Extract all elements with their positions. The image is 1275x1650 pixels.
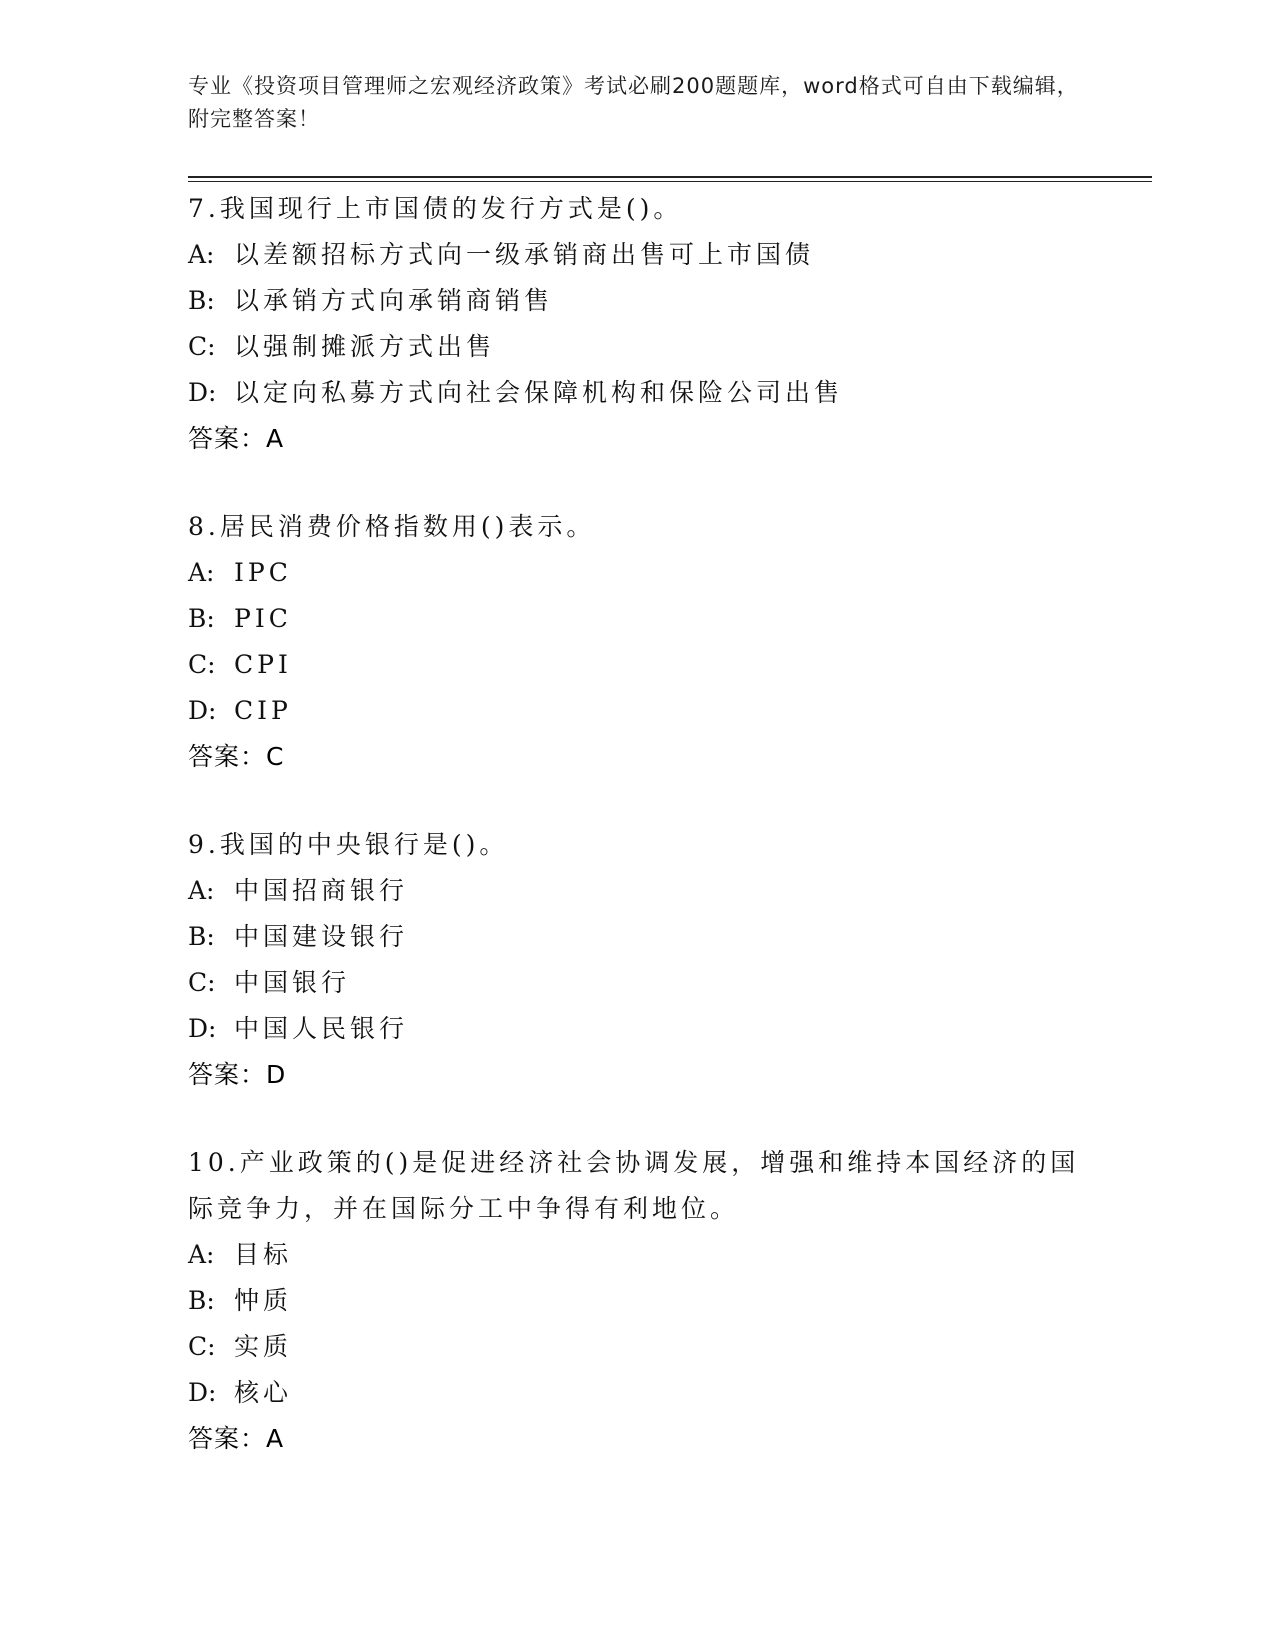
option-a <box>188 232 1088 278</box>
option-text: IPC <box>234 558 292 587</box>
option-text: 实质 <box>234 1332 293 1361</box>
option-c <box>188 324 1088 370</box>
option-a <box>188 868 1088 914</box>
option-text: 以定向私募方式向社会保障机构和保险公司出售 <box>234 378 844 407</box>
option-letter: B: <box>188 1286 215 1315</box>
answer-line: 答案：A <box>188 1424 285 1453</box>
question-stem: 9.我国的中央银行是()。 <box>188 830 509 859</box>
question-9 <box>188 822 1088 1098</box>
option-d <box>188 370 1088 416</box>
option-letter: B: <box>188 286 215 315</box>
option-letter: C: <box>188 1332 216 1361</box>
answer-line: 答案：D <box>188 1060 287 1089</box>
question-stem: 8.居民消费价格指数用()表示。 <box>188 512 596 541</box>
answer-line: 答案：C <box>188 742 285 771</box>
option-text: 以差额招标方式向一级承销商出售可上市国债 <box>234 240 815 269</box>
option-letter: A: <box>188 240 215 269</box>
option-text: CIP <box>234 696 292 725</box>
question-7 <box>188 186 1088 462</box>
option-d <box>188 1006 1088 1052</box>
option-letter: D: <box>188 696 217 725</box>
option-letter: A: <box>188 876 215 905</box>
option-text: 中国招商银行 <box>234 876 409 905</box>
option-letter: C: <box>188 650 216 679</box>
option-a <box>188 550 1088 596</box>
option-c <box>188 960 1088 1006</box>
option-c <box>188 1324 1088 1370</box>
option-a <box>188 1232 1088 1278</box>
option-text: 忡质 <box>234 1286 293 1315</box>
option-text: 以强制摊派方式出售 <box>234 332 496 361</box>
question-8 <box>188 504 1088 780</box>
option-b <box>188 278 1088 324</box>
answer-line: 答案：A <box>188 424 285 453</box>
header-divider <box>188 176 1152 178</box>
option-d <box>188 1370 1088 1416</box>
option-b <box>188 914 1088 960</box>
option-letter: C: <box>188 332 216 361</box>
option-letter: D: <box>188 378 217 407</box>
option-letter: D: <box>188 1014 217 1043</box>
option-b <box>188 1278 1088 1324</box>
option-b <box>188 596 1088 642</box>
option-text: 以承销方式向承销商销售 <box>234 286 554 315</box>
option-c <box>188 642 1088 688</box>
option-letter: A: <box>188 1240 215 1269</box>
document-intro: 专业《投资项目管理师之宏观经济政策》考试必刷200题题库，word格式可自由下载编辑，附完整答案！ <box>188 74 1079 131</box>
option-text: 核心 <box>234 1378 293 1407</box>
option-text: 中国人民银行 <box>234 1014 409 1043</box>
option-text: 中国银行 <box>234 968 351 997</box>
option-text: 中国建设银行 <box>234 922 409 951</box>
option-text: CPI <box>234 650 292 679</box>
option-letter: B: <box>188 604 215 633</box>
option-letter: D: <box>188 1378 217 1407</box>
question-stem: 7.我国现行上市国债的发行方式是()。 <box>188 194 683 223</box>
option-letter: A: <box>188 558 215 587</box>
question-stem: 10.产业政策的()是促进经济社会协调发展，增强和维持本国经济的国际竞争力，并在国际分工中争得有利地位。 <box>188 1148 1080 1223</box>
option-d <box>188 688 1088 734</box>
question-10 <box>188 1140 1088 1462</box>
header-divider-thin <box>188 181 1152 182</box>
option-text: 目标 <box>234 1240 293 1269</box>
option-letter: C: <box>188 968 216 997</box>
option-letter: B: <box>188 922 215 951</box>
option-text: PIC <box>234 604 292 633</box>
